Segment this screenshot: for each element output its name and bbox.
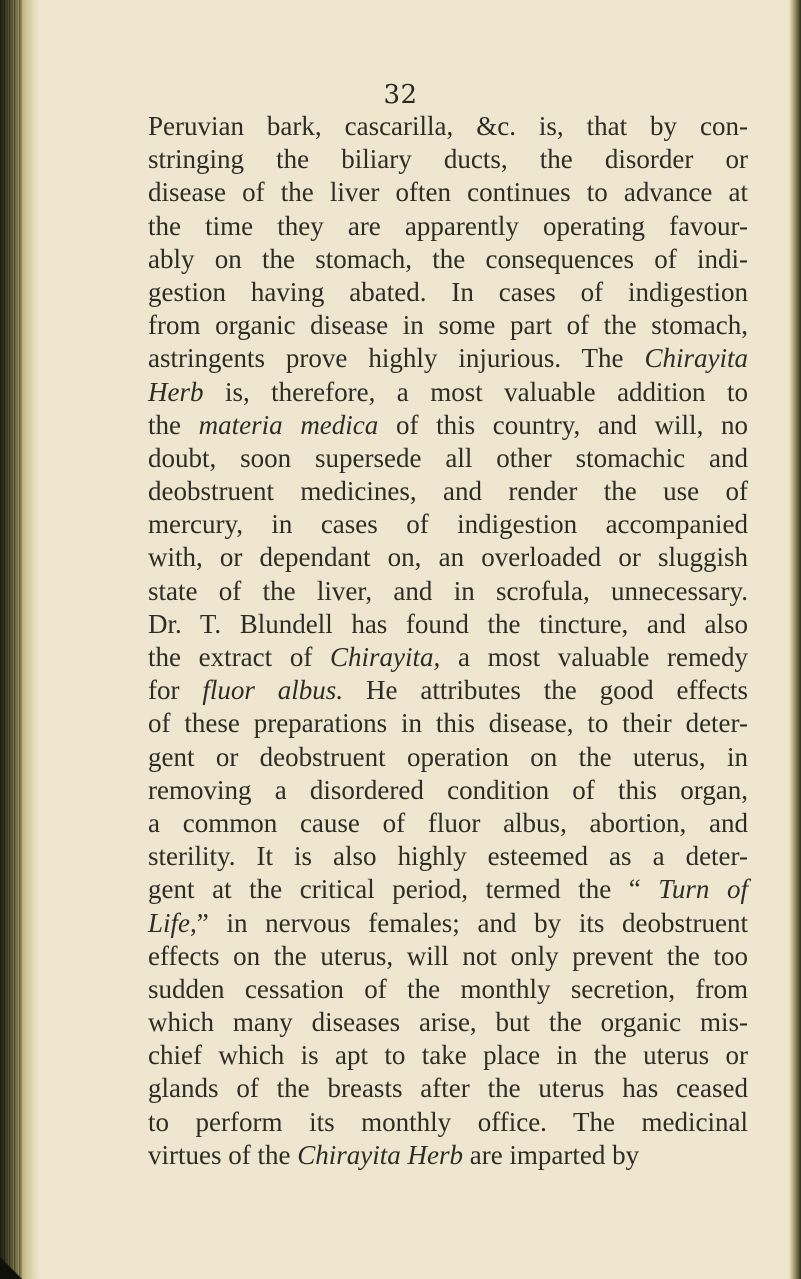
page-number: 32 bbox=[383, 80, 418, 110]
text-line bbox=[148, 907, 748, 940]
text-run: stringing the biliary ducts, the disorder or bbox=[148, 144, 748, 175]
gutter-page-edges bbox=[4, 0, 22, 1279]
text-run: removing a disordered condition of this organ, bbox=[148, 774, 748, 805]
text-line bbox=[148, 940, 748, 973]
text-line bbox=[148, 1139, 748, 1172]
italic-run: materia medica bbox=[198, 409, 379, 440]
italic-run: Life, bbox=[148, 907, 197, 938]
italic-run: Chirayita Herb bbox=[297, 1139, 463, 1170]
text-run: of these preparations in this disease, to their deter- bbox=[148, 708, 748, 739]
text-run: mercury, in cases of indigestion accompanied bbox=[148, 509, 748, 540]
text-line bbox=[148, 1006, 748, 1039]
text-line bbox=[148, 376, 748, 409]
italic-run: Herb bbox=[148, 376, 204, 407]
text-line bbox=[148, 475, 748, 508]
page-corner-shadow bbox=[0, 1257, 22, 1279]
text-line bbox=[148, 840, 748, 873]
italic-run: Chirayita bbox=[644, 343, 748, 374]
text-run: ably on the stomach, the consequences of indi- bbox=[148, 243, 748, 274]
text-run: from organic disease in some part of the stomach, bbox=[148, 310, 748, 341]
text-line bbox=[148, 409, 748, 442]
text-run: glands of the breasts after the uterus has ceased bbox=[148, 1073, 748, 1104]
text-line bbox=[148, 973, 748, 1006]
text-line bbox=[148, 210, 748, 243]
text-line bbox=[148, 774, 748, 807]
text-run: gent at the critical period, termed the “ bbox=[148, 874, 659, 905]
text-line bbox=[148, 508, 748, 541]
text-run: ” in nervous females; and by its deobstruent bbox=[196, 907, 748, 938]
text-run: the bbox=[148, 409, 199, 440]
text-run: doubt, soon supersede all other stomachic and bbox=[148, 442, 748, 473]
text-line bbox=[148, 342, 748, 375]
text-line bbox=[148, 1072, 748, 1105]
text-line bbox=[148, 575, 748, 608]
text-run: with, or dependant on, an overloaded or sluggish bbox=[148, 542, 748, 573]
text-line bbox=[148, 309, 748, 342]
text-line bbox=[148, 110, 748, 143]
text-line bbox=[148, 807, 748, 840]
italic-run: fluor albus. bbox=[202, 675, 344, 706]
text-run: the extract of bbox=[148, 642, 331, 672]
text-run: sterility. It is also highly esteemed as a deter- bbox=[148, 841, 748, 872]
text-run: is, therefore, a most valuable addition to bbox=[203, 376, 748, 407]
text-run: state of the liver, and in scrofula, unnecessary. bbox=[148, 575, 748, 606]
text-line bbox=[148, 1106, 748, 1139]
text-run: which many diseases arise, but the organic mis- bbox=[148, 1007, 748, 1038]
text-line bbox=[148, 1039, 748, 1072]
text-line bbox=[148, 674, 748, 707]
text-run: Peruvian bark, cascarilla, &c. is, that by con- bbox=[148, 111, 748, 141]
text-run: a most valuable remedy bbox=[440, 642, 748, 672]
text-run: disease of the liver often continues to advance at bbox=[148, 177, 748, 208]
text-line bbox=[148, 707, 748, 740]
text-run: a common cause of fluor albus, abortion, and bbox=[148, 807, 748, 838]
page-right-edge bbox=[789, 0, 801, 1279]
text-run: the time they are apparently operating favour- bbox=[148, 210, 748, 241]
text-run: gestion having abated. In cases of indigestion bbox=[148, 276, 748, 307]
text-line bbox=[148, 608, 748, 641]
body-text bbox=[148, 110, 748, 1172]
text-run: of this country, and will, no bbox=[378, 409, 748, 440]
text-run: virtues of the bbox=[148, 1139, 298, 1170]
text-run: to perform its monthly office. The medicinal bbox=[148, 1106, 748, 1137]
text-run: are imparted by bbox=[462, 1139, 640, 1170]
text-line bbox=[148, 176, 748, 209]
text-run: Dr. T. Blundell has found the tincture, and also bbox=[148, 608, 748, 639]
text-line bbox=[148, 143, 748, 176]
text-run: astringents prove highly injurious. The bbox=[148, 343, 645, 374]
italic-run: Chirayita, bbox=[330, 642, 441, 672]
text-line bbox=[148, 442, 748, 475]
text-line bbox=[148, 741, 748, 774]
text-line bbox=[148, 243, 748, 276]
text-run: gent or deobstruent operation on the uterus, in bbox=[148, 741, 748, 772]
text-line bbox=[148, 641, 748, 674]
text-run: chief which is apt to take place in the uterus or bbox=[148, 1040, 748, 1071]
text-line bbox=[148, 541, 748, 574]
text-run: deobstruent medicines, and render the use of bbox=[148, 476, 748, 507]
text-run: for bbox=[148, 675, 203, 706]
text-run: effects on the uterus, will not only prevent the too bbox=[148, 940, 748, 971]
text-line bbox=[148, 276, 748, 309]
italic-run: Turn of bbox=[658, 874, 748, 905]
text-run: sudden cessation of the monthly secretion, from bbox=[148, 973, 748, 1004]
text-line bbox=[148, 873, 748, 906]
text-run: He attributes the good effects bbox=[343, 675, 748, 706]
